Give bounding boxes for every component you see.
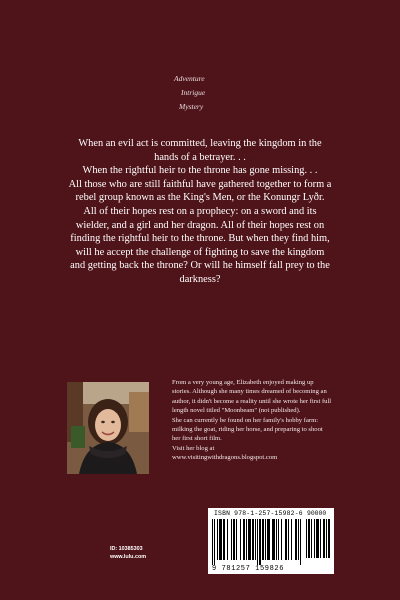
blurb-paragraph: When the rightful heir to the throne has gone missing. . . xyxy=(82,165,318,177)
barcode-bar xyxy=(257,519,258,565)
genre-adventure: Adventure xyxy=(174,74,205,83)
barcode-bar xyxy=(295,519,297,560)
barcode-bar xyxy=(328,519,330,558)
genre-intrigue: Intrigue xyxy=(181,88,206,97)
barcode-bar xyxy=(262,519,264,560)
blog-url: www.visitingwithdragons.blogspot.com xyxy=(172,454,278,462)
barcode-bar xyxy=(278,519,279,560)
barcode-bar xyxy=(243,519,245,560)
blurb-paragraph: When an evil act is committed, leaving the kingdom in the hands of a betrayer. . . xyxy=(78,138,322,163)
barcode-bar xyxy=(219,519,222,560)
barcode-bar xyxy=(255,519,256,560)
barcode-bar xyxy=(288,519,289,560)
blurb-paragraph: All those who are still faithful have gathered together to form a rebel group known as the King's Men, or the Konungr Lyðr. xyxy=(68,178,332,204)
barcode-bar xyxy=(323,519,325,558)
barcode-bar xyxy=(285,519,287,560)
blurb-paragraph: All of their hopes rest on a prophecy: on a sword and its wielder, and a girl and her dragon. All of their hopes rest on finding the rightful heir to the throne. But when they find him, will he accept the challenge of fighting to save the kingdom and getting back the throne? Or will he himself fall prey to the darkness? xyxy=(70,205,330,285)
barcode-bar xyxy=(291,519,292,560)
barcode-bar xyxy=(300,519,301,565)
barcode-bar xyxy=(311,519,312,558)
barcode-bar xyxy=(236,519,237,560)
barcode-bar xyxy=(233,519,235,560)
bio-paragraph: Visit her blog at xyxy=(172,444,215,452)
barcode-bar xyxy=(231,519,232,560)
barcode-bar xyxy=(316,519,319,558)
isbn-barcode xyxy=(208,508,334,574)
author-photo-image xyxy=(67,382,149,474)
bio-paragraph: She can currently be found on her family's hobby farm: milking the goat, riding her horse, and preparing to shoot her first short film. xyxy=(172,416,323,443)
book-blurb xyxy=(68,137,332,287)
barcode-bar xyxy=(276,519,277,560)
genre-list xyxy=(172,72,242,114)
barcode-bar xyxy=(212,519,213,565)
barcode-bar xyxy=(259,519,261,565)
isbn-label: ISBN 978-1-257-15982-6 xyxy=(214,510,303,517)
price-barcode-bars xyxy=(306,519,330,563)
barcode-bar xyxy=(240,519,241,560)
publisher-id: ID: 10385303 xyxy=(110,546,143,552)
barcode-bar xyxy=(272,519,275,560)
publisher-info xyxy=(110,545,146,561)
barcode-bar xyxy=(227,519,228,560)
barcode-bar xyxy=(298,519,299,560)
barcode-bar xyxy=(223,519,225,560)
barcode-bar xyxy=(308,519,310,558)
price-code: 90000 xyxy=(307,510,327,517)
barcode-bar xyxy=(214,519,215,565)
barcode-bar xyxy=(217,519,218,560)
barcode-bar xyxy=(314,519,315,558)
author-photo xyxy=(67,382,149,474)
barcode-bar xyxy=(320,519,321,558)
barcode-bar xyxy=(246,519,247,560)
barcode-bar xyxy=(326,519,327,558)
barcode-bar xyxy=(248,519,251,560)
publisher-url: www.lulu.com xyxy=(110,554,147,560)
barcode-digits: 9 781257 159826 xyxy=(212,565,285,573)
author-bio xyxy=(172,378,332,463)
barcode-bars xyxy=(212,519,302,565)
barcode-bar xyxy=(265,519,266,560)
barcode-bar xyxy=(252,519,254,560)
bio-paragraph: From a very young age, Elizabeth enjoyed making up stories. Although she many times dreamed of becoming an author, it didn't become a reality until she wrote her first full length novel titled "Moonbeam" (not published). xyxy=(172,379,332,415)
barcode-bar xyxy=(306,519,307,558)
barcode-bar xyxy=(281,519,282,560)
genre-mystery: Mystery xyxy=(179,102,204,111)
barcode-bar xyxy=(267,519,270,560)
